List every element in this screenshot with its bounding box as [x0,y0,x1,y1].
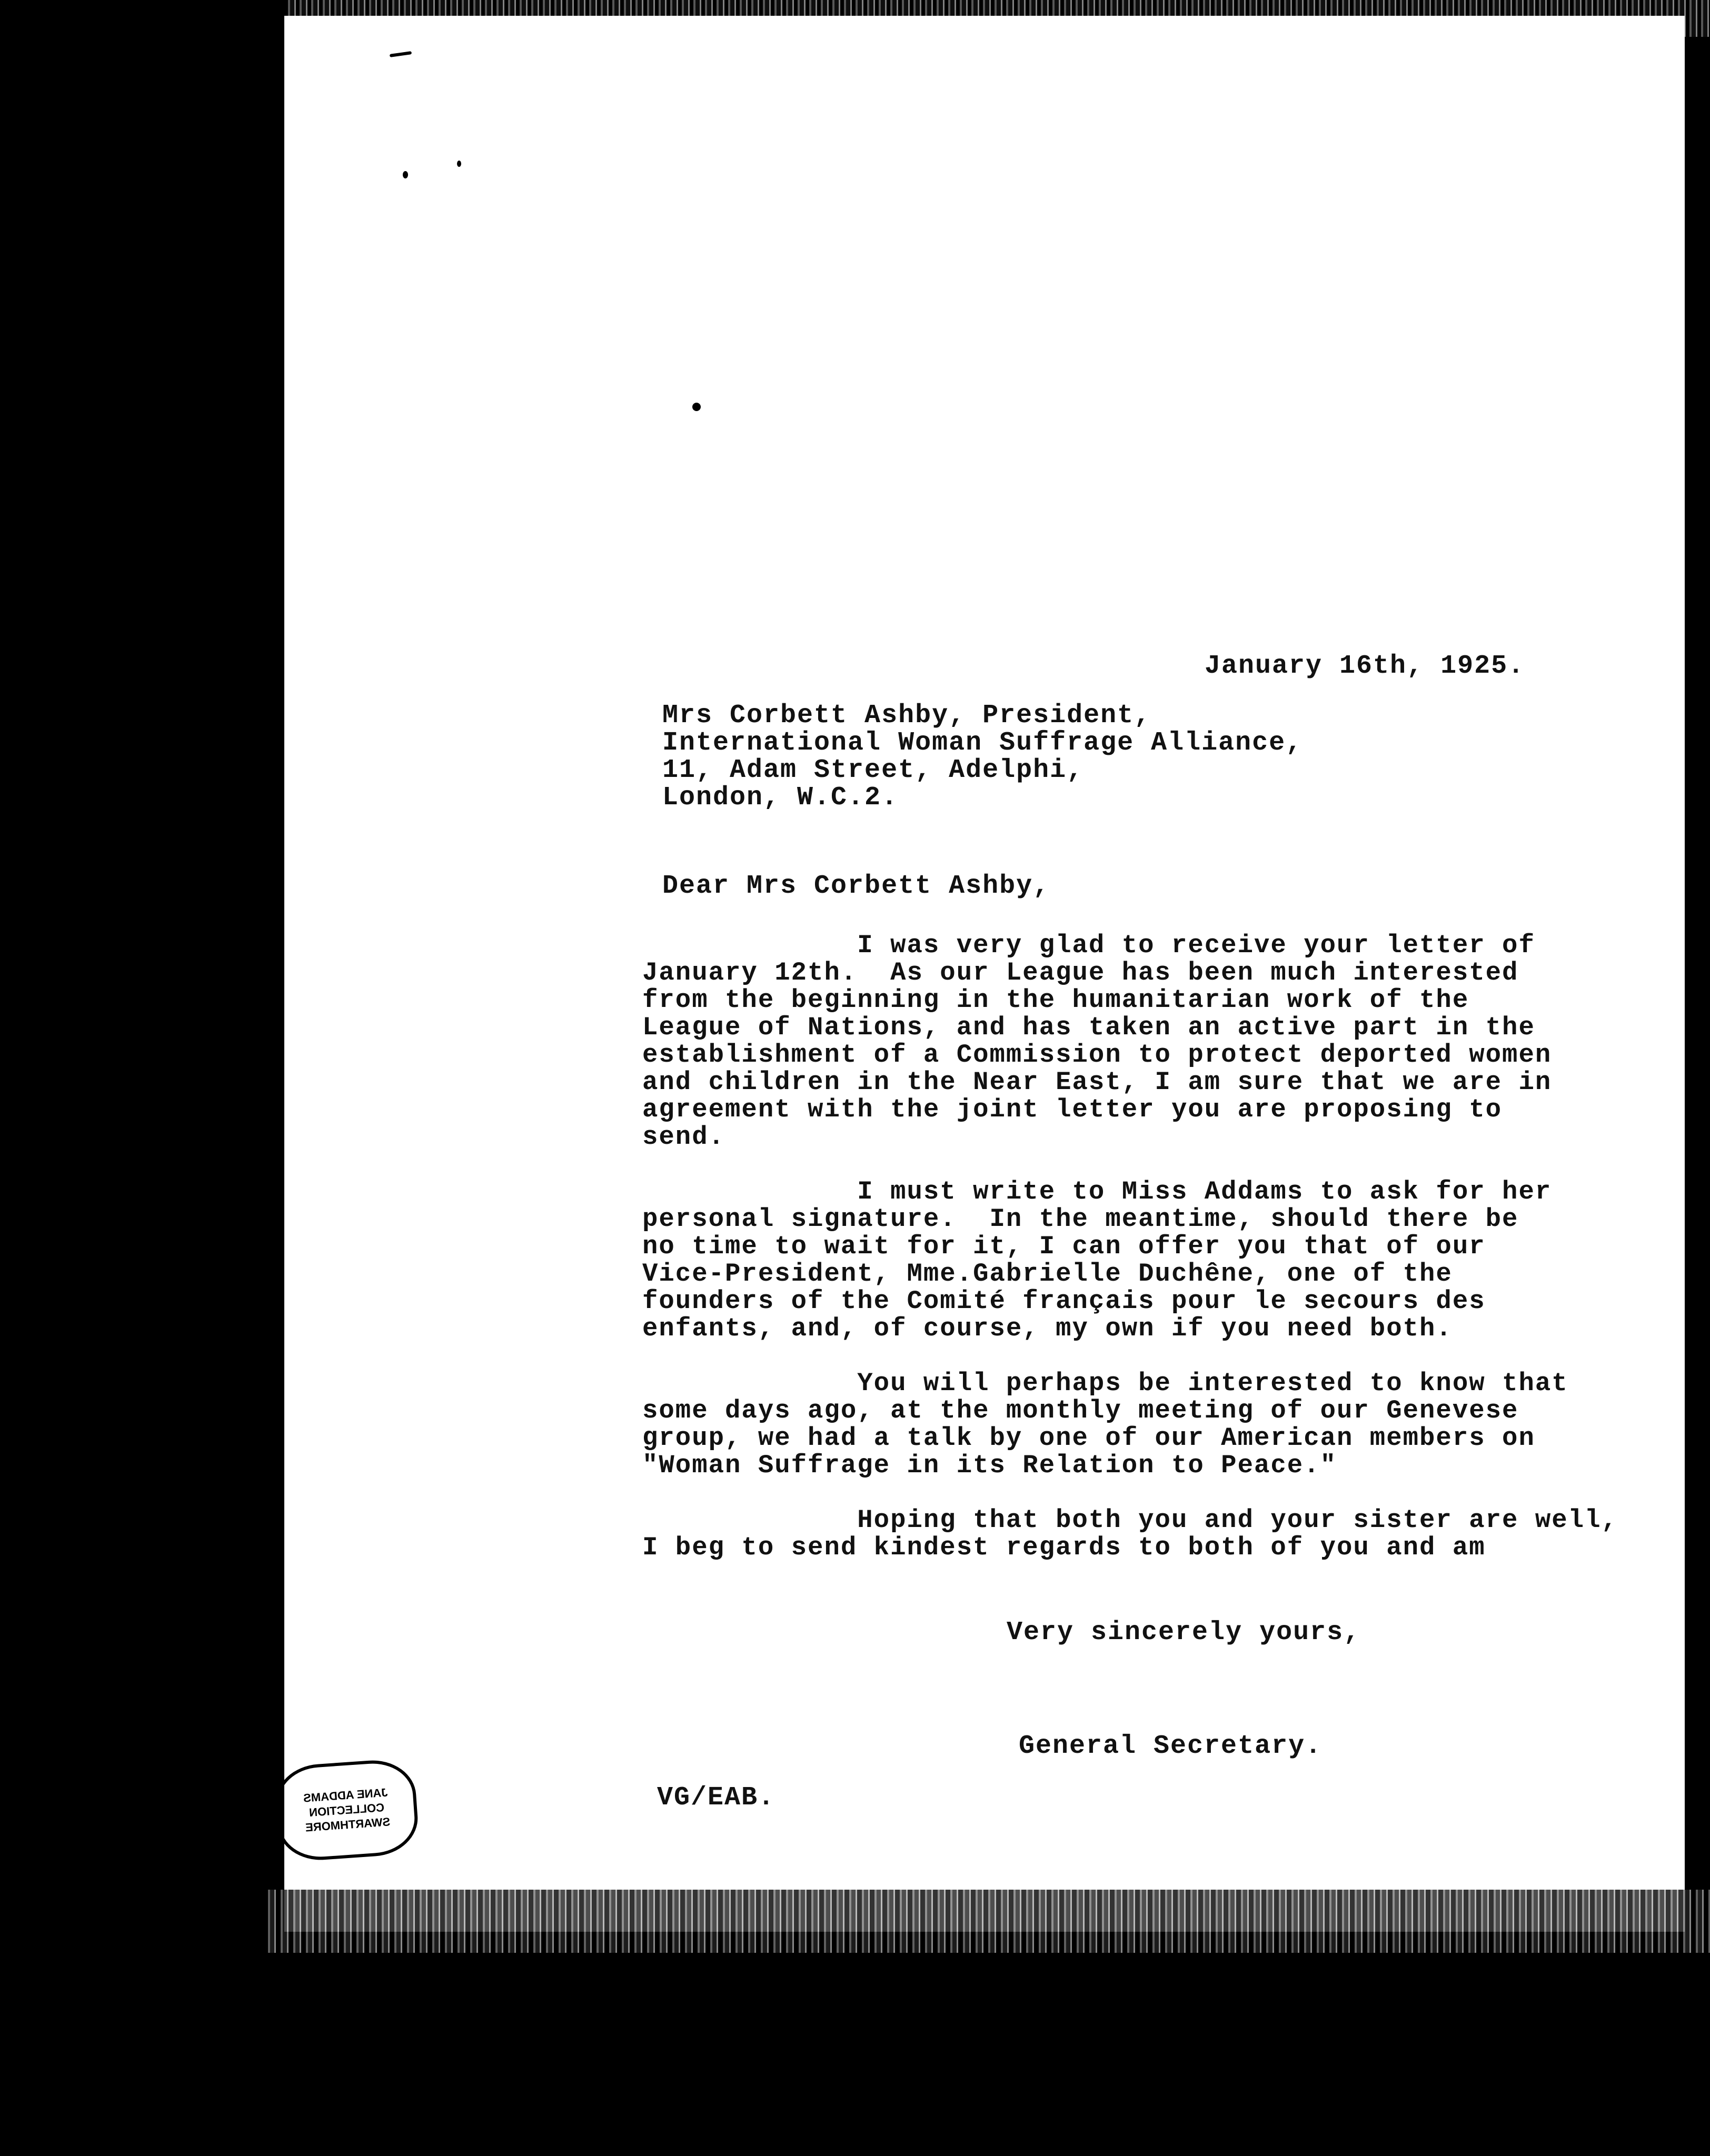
body-line [642,1342,1618,1370]
recipient-address [662,702,1303,812]
address-line: London, W.C.2. [662,783,899,813]
signature-title: General Secretary. [1019,1731,1323,1761]
body-line: personal signature. In the meantime, should there be [642,1204,1519,1234]
body-line: from the beginning in the humanitarian work of the [642,985,1469,1015]
body-line: "Woman Suffrage in its Relation to Peace." [642,1451,1337,1480]
body-line: You will perhaps be interested to know that [642,1369,1568,1398]
body-line: and children in the Near East, I am sure that we are in [642,1067,1552,1097]
collection-stamp [273,1758,420,1863]
address-line: 11, Adam Street, Adelphi, [662,755,1084,785]
body-line: I was very glad to receive your letter of [642,931,1535,960]
speck [457,161,461,167]
body-line: January 12th. As our League has been much interested [642,958,1519,987]
stamp-line: SWARTHMORE [305,1815,391,1834]
stamp-line: JANE ADDAMS [303,1785,389,1805]
body-line: League of Nations, and has taken an active part in the [642,1013,1535,1042]
letter-body [642,932,1618,1561]
body-line: founders of the Comité français pour le secours des [642,1286,1486,1316]
address-line: International Woman Suffrage Alliance, [662,728,1303,758]
body-line [642,1151,1618,1178]
scan-edge-bottom [263,1890,1710,1953]
body-line: group, we had a talk by one of our American members on [642,1423,1535,1453]
body-line: I must write to Miss Addams to ask for her [642,1177,1552,1206]
body-line: send. [642,1122,725,1152]
body-line: enfants, and, of course, my own if you need both. [642,1314,1453,1343]
body-line: I beg to send kindest regards to both of you and am [642,1533,1486,1562]
typist-initials: VG/EAB. [657,1783,776,1813]
body-line: establishment of a Commission to protect deported women [642,1040,1552,1070]
letter-date: January 16th, 1925. [1205,651,1525,681]
body-line: Vice-President, Mme.Gabrielle Duchêne, one of the [642,1259,1453,1289]
closing: Very sincerely yours, [1007,1618,1361,1648]
stamp-line: COLLECTION [309,1801,385,1819]
body-line [642,1479,1618,1506]
body-line: agreement with the joint letter you are proposing to [642,1095,1503,1124]
body-line: Hoping that both you and your sister are well, [642,1505,1618,1535]
body-line: some days ago, at the monthly meeting of our Genevese [642,1396,1519,1425]
salutation: Dear Mrs Corbett Ashby, [662,871,1050,901]
address-line: Mrs Corbett Ashby, President, [662,701,1151,731]
speck [403,171,408,178]
speck [692,403,701,411]
body-line: no time to wait for it, I can offer you that of our [642,1232,1486,1261]
